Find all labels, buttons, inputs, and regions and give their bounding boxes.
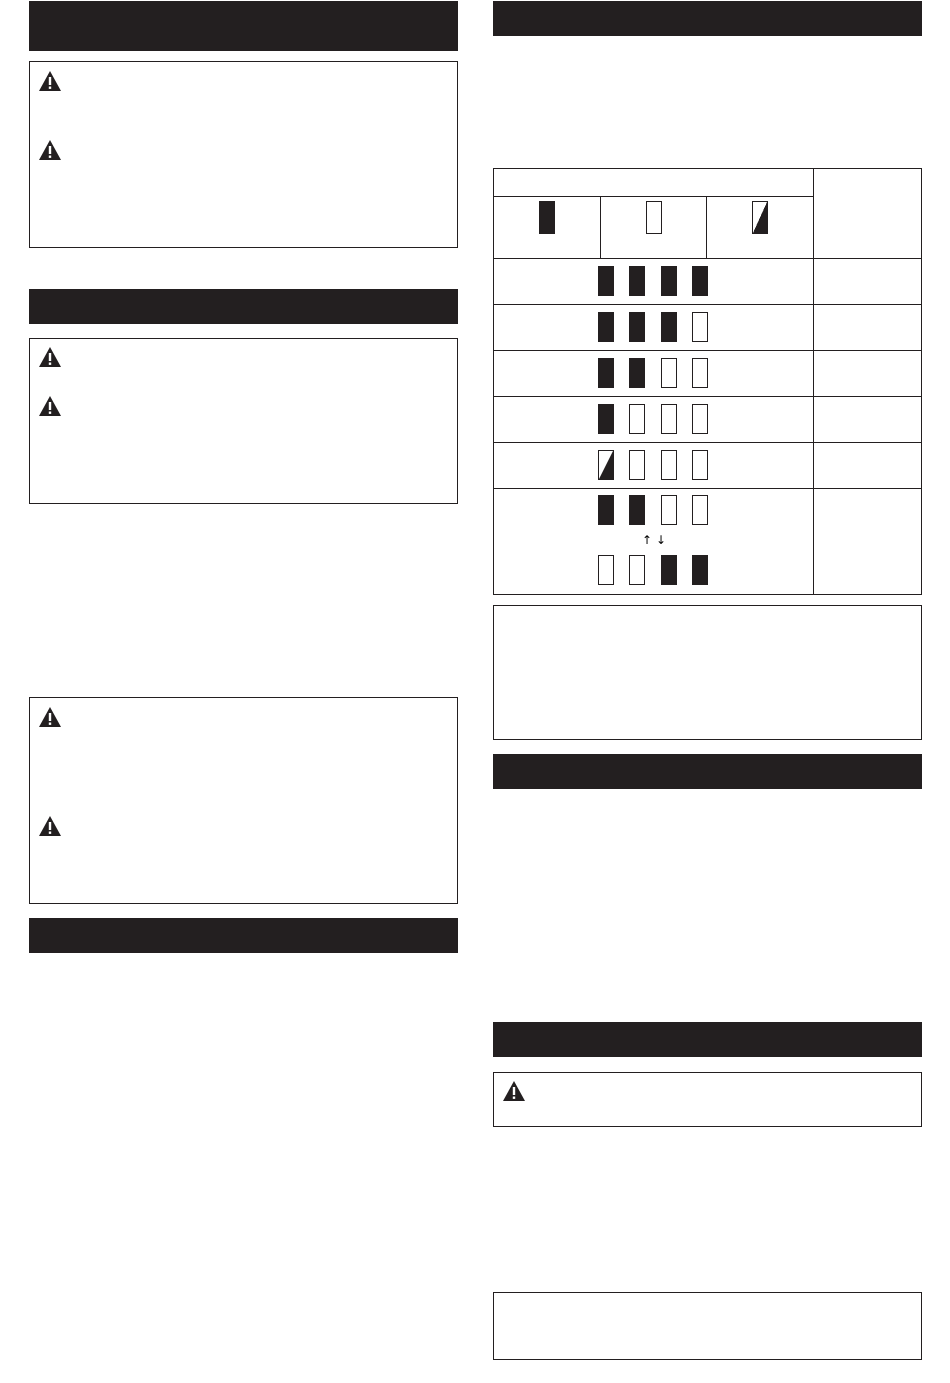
legend-off-indicator xyxy=(646,201,662,234)
indicator-lamp xyxy=(598,450,614,480)
table-divider xyxy=(494,304,921,305)
warning-triangle-icon xyxy=(38,346,62,368)
indicator-lamp xyxy=(661,312,677,342)
indicator-lamp xyxy=(598,312,614,342)
indicator-lamp xyxy=(598,404,614,434)
indicator-lamp xyxy=(598,555,614,585)
indicator-lamp xyxy=(692,404,708,434)
indicator-lamp xyxy=(661,495,677,525)
indicator-lamp-table xyxy=(493,168,922,595)
indicator-lamp xyxy=(629,266,645,296)
table-divider xyxy=(494,258,921,259)
table-divider xyxy=(494,350,921,351)
indicator-lamp xyxy=(661,358,677,388)
indicator-lamp xyxy=(692,312,708,342)
left-section-heading-bar-2 xyxy=(29,289,458,324)
table-divider xyxy=(813,169,814,594)
indicator-lamp xyxy=(629,404,645,434)
indicator-lamp xyxy=(629,312,645,342)
indicator-lamp xyxy=(661,555,677,585)
left-warning-box-2 xyxy=(29,338,458,504)
right-section-heading-bar-1 xyxy=(493,1,922,36)
indicator-lamp xyxy=(661,450,677,480)
left-warning-box-1 xyxy=(29,61,458,248)
indicator-lamp xyxy=(692,266,708,296)
left-section-heading-bar-3 xyxy=(29,918,458,953)
warning-triangle-icon xyxy=(502,1080,526,1102)
warning-triangle-icon xyxy=(38,395,62,417)
table-divider xyxy=(494,396,921,397)
arrow-up-icon: ↑ xyxy=(642,533,653,547)
indicator-lamp xyxy=(629,358,645,388)
right-section-heading-bar-2 xyxy=(493,754,922,789)
right-note-box-1 xyxy=(493,605,922,740)
indicator-lamp xyxy=(661,266,677,296)
legend-lighted-indicator xyxy=(539,201,555,234)
legend-blinking-indicator xyxy=(752,201,768,234)
arrow-down-icon: ↓ xyxy=(656,533,667,547)
left-warning-box-3 xyxy=(29,697,458,904)
indicator-lamp xyxy=(692,450,708,480)
indicator-lamp xyxy=(692,495,708,525)
right-section-heading-bar-3 xyxy=(493,1022,922,1057)
indicator-lamp xyxy=(598,358,614,388)
right-warning-box xyxy=(493,1072,922,1127)
warning-triangle-icon xyxy=(38,706,62,728)
table-divider xyxy=(494,488,921,489)
right-note-box-2 xyxy=(493,1292,922,1360)
indicator-lamp xyxy=(692,555,708,585)
table-divider xyxy=(494,196,813,197)
table-divider xyxy=(494,442,921,443)
warning-triangle-icon xyxy=(38,815,62,837)
indicator-lamp xyxy=(598,495,614,525)
indicator-lamp xyxy=(598,266,614,296)
indicator-lamp xyxy=(629,450,645,480)
table-divider xyxy=(600,196,601,258)
left-section-heading-bar-1 xyxy=(29,1,458,51)
indicator-lamp xyxy=(661,404,677,434)
indicator-lamp xyxy=(629,555,645,585)
indicator-lamp xyxy=(629,495,645,525)
warning-triangle-icon xyxy=(38,139,62,161)
indicator-lamp xyxy=(692,358,708,388)
warning-triangle-icon xyxy=(38,70,62,92)
table-divider xyxy=(706,196,707,258)
